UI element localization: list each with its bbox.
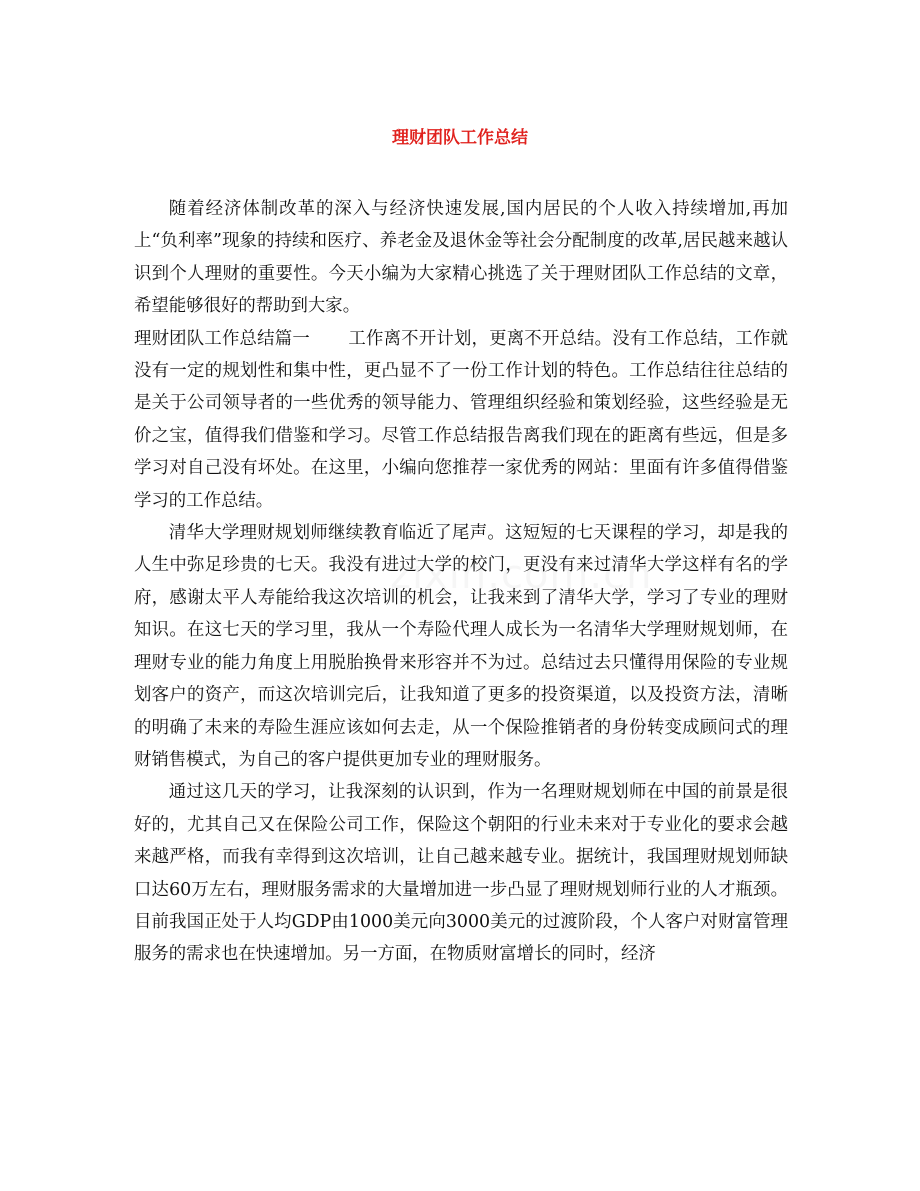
document-title: 理财团队工作总结 (392, 128, 528, 148)
section-text: 工作离不开计划，更离不开总结。没有工作总结，工作就没有一定的规划性和集中性，更凸显不了一份工作计划的特色。工作总结往往总结的是关于公司领导者的一些优秀的领导能力、管理组织经验和策划经验，这些经验是无价之宝，值得我们借鉴和学习。尽管工作总结报告离我们现在的距离有些远，但是多学习对自己没有坏处。在这里，小编向您推荐一家优秀的网站：里面有许多值得借鉴学习的工作总结。 (134, 328, 788, 511)
section-heading: 理财团队工作总结篇一 (134, 328, 310, 349)
document-body (134, 193, 788, 971)
section-paragraph (134, 323, 788, 517)
body-paragraph: 清华大学理财规划师继续教育临近了尾声。这短短的七天课程的学习，却是我的人生中弥足珍贵的七天。我没有进过大学的校门，更没有来过清华大学这样有名的学府，感谢太平人寿能给我这次培训的机会，让我来到了清华大学，学习了专业的理财知识。在这七天的学习里，我从一个寿险代理人成长为一名清华大学理财规划师，在理财专业的能力角度上用脱胎换骨来形容并不为过。总结过去只懂得用保险的专业规划客户的资产，而这次培训完后，让我知道了更多的投资渠道，以及投资方法，清晰的明确了未来的寿险生涯应该如何去走，从一个保险推销者的身份转变成顾问式的理财销售模式，为自己的客户提供更加专业的理财服务。 (134, 523, 788, 770)
body-paragraph: 通过这几天的学习，让我深刻的认识到，作为一名理财规划师在中国的前景是很好的，尤其自己又在保险公司工作，保险这个朝阳的行业未来对于专业化的要求会越来越严格，而我有幸得到这次培训，让自己越来越专业。据统计，我国理财规划师缺口达60万左右，理财服务需求的大量增加进一步凸显了理财规划师行业的人才瓶颈。目前我国正处于人均GDP由1000美元向3000美元的过渡阶段，个人客户对财富管理服务的需求也在快速增加。另一方面，在物质财富增长的同时，经济 (134, 782, 788, 965)
intro-paragraph: 随着经济体制改革的深入与经济快速发展,国内居民的个人收入持续增加,再加上“负利率”现象的持续和医疗、养老金及退休金等社会分配制度的改革,居民越来越认识到个人理财的重要性。今天小编为大家精心挑选了关于理财团队工作总结的文章，希望能够很好的帮助到大家。 (134, 199, 788, 317)
